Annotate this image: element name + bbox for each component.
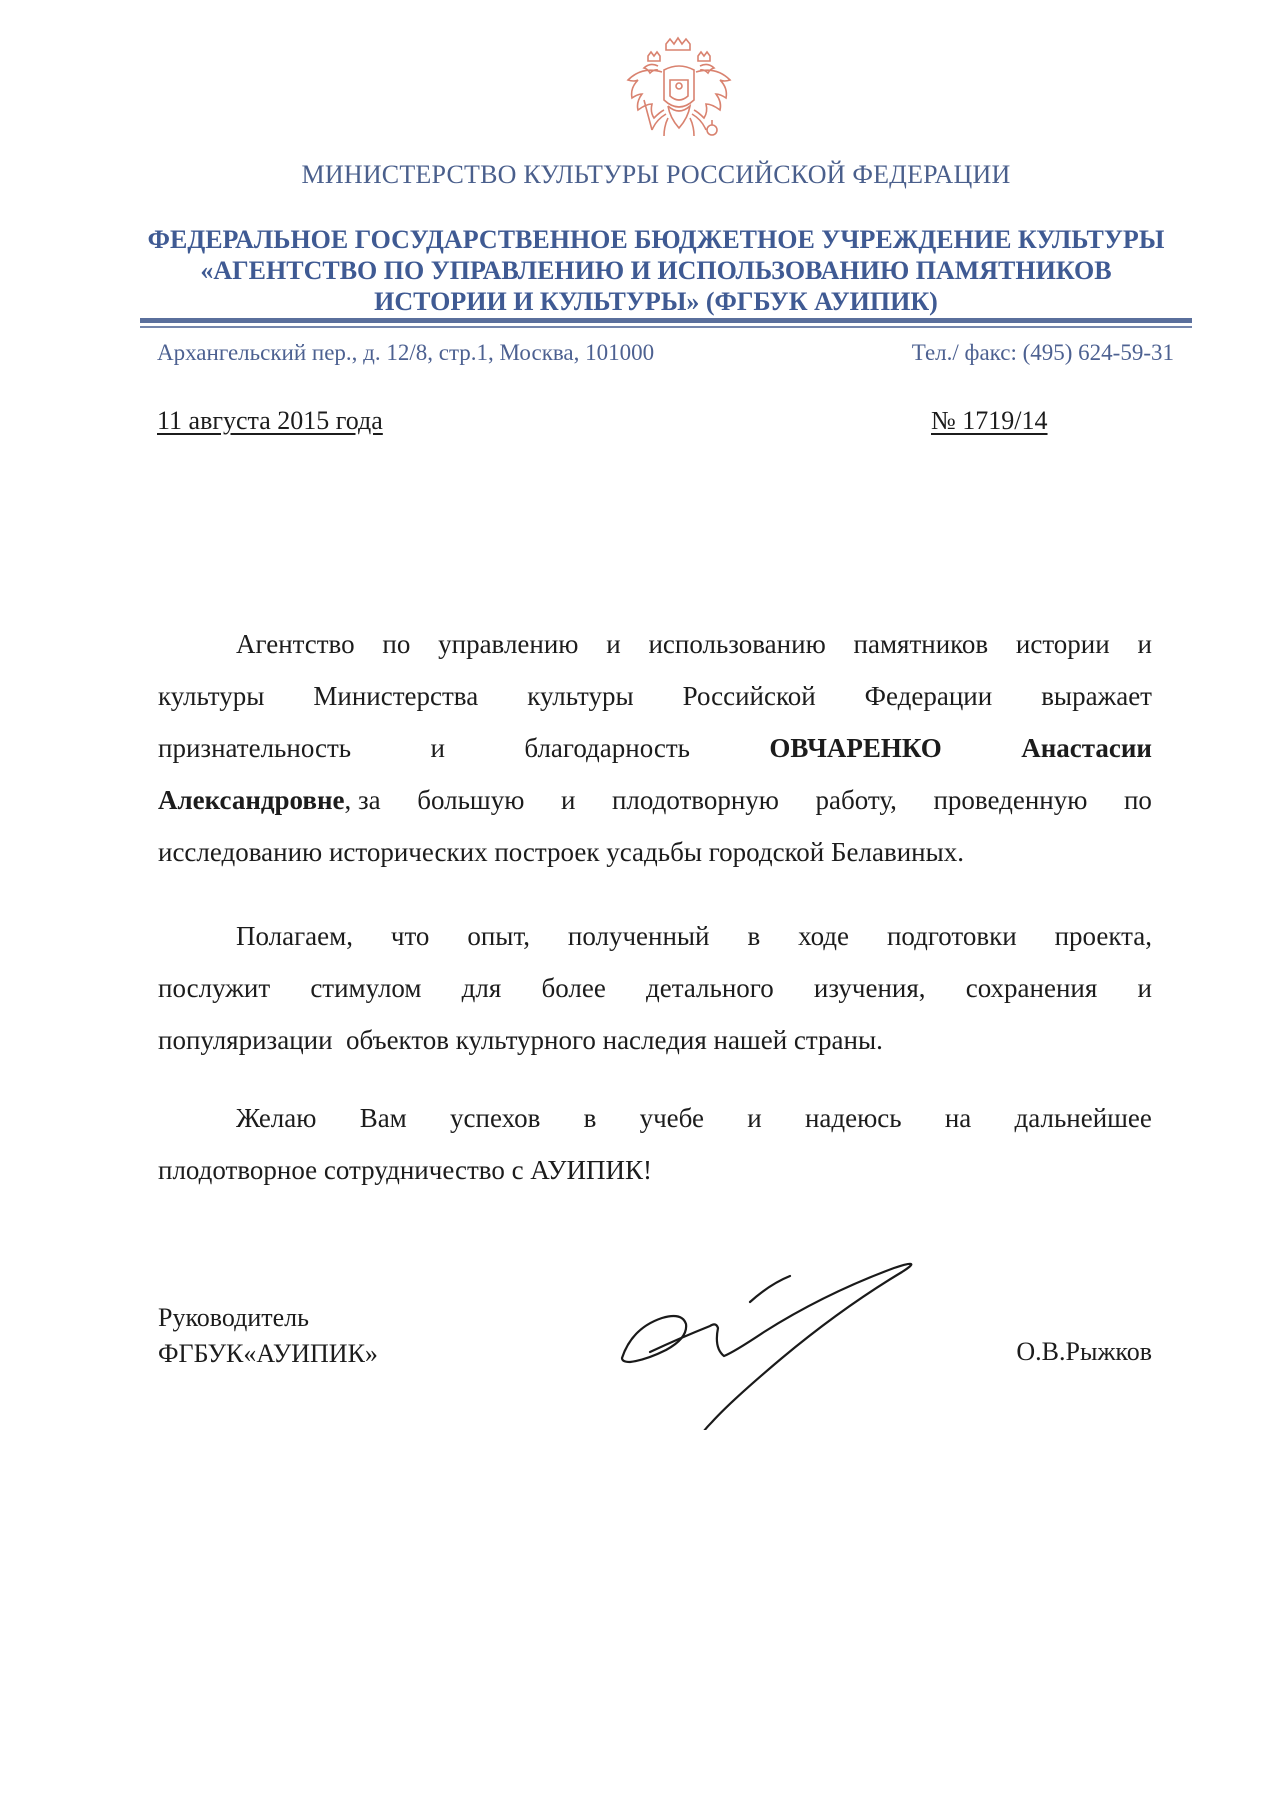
word: изучения, [813,973,926,1003]
line-text: популяризации объектов культурного наследия нашей страны. [158,1025,883,1055]
recipient-first-name: Анастасии [1021,733,1152,763]
word: учебе [639,1103,704,1133]
word: по [1123,785,1152,815]
word: Желаю [236,1103,317,1133]
word: надеюсь [804,1103,902,1133]
organization-name [0,224,1280,317]
paragraph-gratitude [158,618,1152,878]
word: культуры [158,681,265,711]
text-line [158,962,1152,1014]
text-line [158,774,1152,826]
word: признательность [158,733,352,763]
word: на [944,1103,972,1133]
word: что [390,921,430,951]
word: подготовки [886,921,1017,951]
word: Полагаем, [236,921,353,951]
word: проекта, [1054,921,1152,951]
word: в [747,921,761,951]
line-text: плодотворное сотрудничество с АУИПИК! [158,1155,653,1185]
address: Архангельский пер., д. 12/8, стр.1, Москва, 101000 [157,340,655,365]
line-text: исследованию исторических построек усадьбы городской Белавиных. [158,837,964,867]
text-line [158,1144,1152,1196]
word: по [382,629,411,659]
organization-name-line: «АГЕНТСТВО ПО УПРАВЛЕНИЮ И ИСПОЛЬЗОВАНИЮ ПАМЯТНИКОВ [200,256,1112,285]
word: послужит [158,973,271,1003]
organization-name-line: ФЕДЕРАЛЬНОЕ ГОСУДАРСТВЕННОЕ БЮДЖЕТНОЕ УЧРЕЖДЕНИЕ КУЛЬТУРЫ [147,225,1165,254]
word: плодотворную [611,785,779,815]
word: проведенную [933,785,1088,815]
header-rule [140,318,1192,323]
word: сохранения [965,973,1098,1003]
coat-of-arms-emblem-icon [622,36,736,154]
word: большую [417,785,525,815]
word: благодарность [524,733,690,763]
text-line [158,618,1152,670]
signatory-organization: ФГБУК«АУИПИК» [158,1339,378,1368]
recipient-surname: ОВЧАРЕНКО [769,733,942,763]
word: для [461,973,502,1003]
phone-fax: Тел./ факс: (495) 624-59-31 [911,340,1174,365]
word: управлению [438,629,579,659]
word: полученный [567,921,710,951]
paragraph-experience [158,910,1152,1066]
header-rule-thin [140,326,1192,328]
word: более [541,973,606,1003]
text-line [158,826,1152,878]
organization-name-line: ИСТОРИИ И КУЛЬТУРЫ» (ФГБУК АУИПИК) [374,287,938,316]
recipient-patronymic-group [158,774,381,826]
word: и [430,733,445,763]
text-line [158,722,1152,774]
word: и [1137,629,1152,659]
recipient-patronymic: Александровне [158,785,345,815]
word: использованию [648,629,826,659]
word: успехов [450,1103,541,1133]
paragraph-wishes [158,1092,1152,1196]
word: дальнейшее [1014,1103,1152,1133]
word: выражает [1041,681,1152,711]
word: и [747,1103,762,1133]
signatory-name: О.В.Рыжков [1016,1337,1152,1366]
word: ходе [798,921,850,951]
word: в [583,1103,597,1133]
letter-date: 11 августа 2015 года [157,406,383,435]
word: истории [1015,629,1110,659]
word: детального [645,973,774,1003]
signatory-position [158,1300,378,1372]
word: опыт, [467,921,530,951]
text-line [158,670,1152,722]
word: работу, [815,785,897,815]
signatory-title: Руководитель [158,1303,309,1332]
word: , за [344,785,381,815]
text-line [158,910,1152,962]
word: Вам [359,1103,407,1133]
ministry-name: МИНИСТЕРСТВО КУЛЬТУРЫ РОССИЙСКОЙ ФЕДЕРАЦИИ [301,160,1011,189]
word: и [1137,973,1152,1003]
word: памятников [853,629,989,659]
word: и [560,785,576,815]
handwritten-signature [612,1250,962,1430]
word: Министерства [313,681,479,711]
word: стимулом [310,973,422,1003]
word: культуры [527,681,634,711]
word: Агентство [236,629,355,659]
letter-number: № 1719/14 [931,406,1048,435]
text-line [158,1014,1152,1066]
word: Федерации [864,681,993,711]
text-line [158,1092,1152,1144]
word: Российской [682,681,816,711]
word: и [606,629,621,659]
